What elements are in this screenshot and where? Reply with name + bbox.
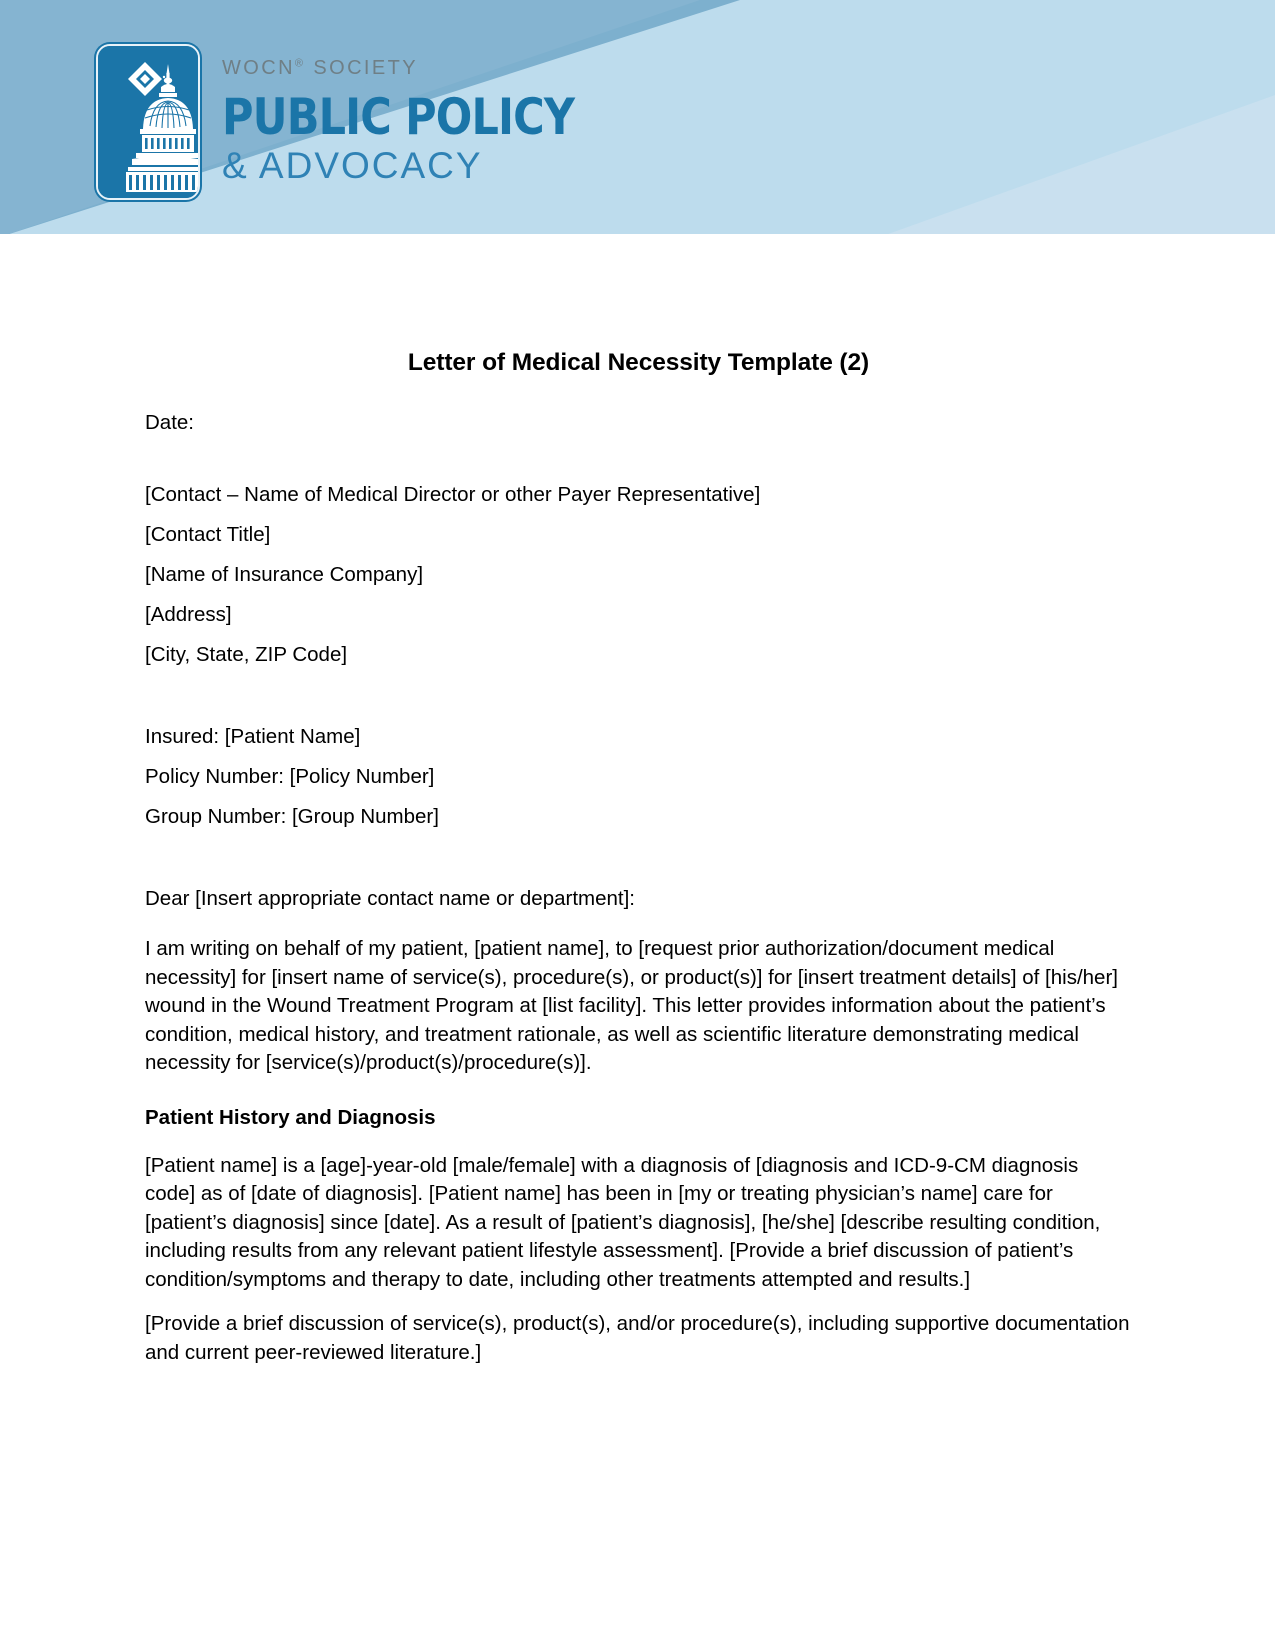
registered-mark-icon: ®: [294, 57, 306, 70]
policy-line-insured: Insured: [Patient Name]: [145, 725, 361, 748]
patient-history-paragraph: [Patient name] is a [age]-year-old [male/female] with a diagnosis of [diagnosis and ICD-9-CM diagnosis code] as of [date of diagnosis]. [Patient name] has been in [my or treating physician’s name] care for [patient’s diagnosis] since [date]. As a result of [patient’s diagnosis], [he/she] [describe resulting condition, including results from any relevant patient lifestyle assessment]. [Provide a brief discussion of patient’s condition/symptoms and therapy to date, including other treatments attempted and results.]: [145, 1153, 1101, 1291]
salutation: Dear [Insert appropriate contact name or department]:: [145, 887, 635, 910]
spacer: [145, 1130, 1132, 1152]
spacer: [145, 675, 1132, 717]
recipient-line-contact-title: [Contact Title]: [145, 523, 271, 546]
date-label: Date:: [145, 411, 194, 434]
recipient-line-address: [Address]: [145, 603, 232, 626]
society-line: [222, 58, 631, 78]
recipient-line-insurance-company: [Name of Insurance Company]: [145, 563, 424, 586]
wordmark-title-line1: PUBLIC POLICY: [222, 88, 575, 146]
intro-paragraph: I am writing on behalf of my patient, [patient name], to [request prior authorization/document medical necessity] for [insert name of service(s), procedure(s), or product(s)] for [insert treatment details] of [his/her] wound in the Wound Treatment Program at [list facility]. This letter provides information about the patient’s condition, medical history, and treatment rationale, as well as scientific literature demonstrating medical necessity for [service(s)/product(s)/procedure(s)].: [145, 937, 1118, 1074]
closing-paragraph: [Provide a brief discussion of service(s), product(s), and/or procedure(s), including supportive documentation and current peer-reviewed literature.]: [145, 1312, 1130, 1364]
spacer: [145, 1078, 1132, 1106]
header-banner: [0, 0, 1275, 237]
society-name: WOCN: [222, 57, 295, 79]
spacer: [145, 443, 1132, 475]
society-suffix: SOCIETY: [305, 57, 418, 79]
page-title: Letter of Medical Necessity Template (2): [407, 349, 870, 376]
spacer: [145, 919, 1132, 935]
recipient-line-contact-name: [Contact – Name of Medical Director or other Payer Representative]: [145, 483, 761, 506]
capitol-dome-emblem-icon: [96, 44, 200, 200]
document-body: [0, 237, 1275, 1367]
wocn-logo-lockup: [96, 44, 631, 200]
spacer: [145, 837, 1132, 879]
recipient-line-city-state-zip: [City, State, ZIP Code]: [145, 643, 348, 666]
wocn-wordmark: [222, 44, 631, 186]
policy-line-group-number: Group Number: [Group Number]: [145, 805, 439, 828]
policy-line-policy-number: Policy Number: [Policy Number]: [145, 765, 435, 788]
wordmark-title-line2: & ADVOCACY: [222, 145, 483, 186]
spacer: [145, 1294, 1132, 1310]
section-heading-patient-history: Patient History and Diagnosis: [145, 1105, 436, 1129]
